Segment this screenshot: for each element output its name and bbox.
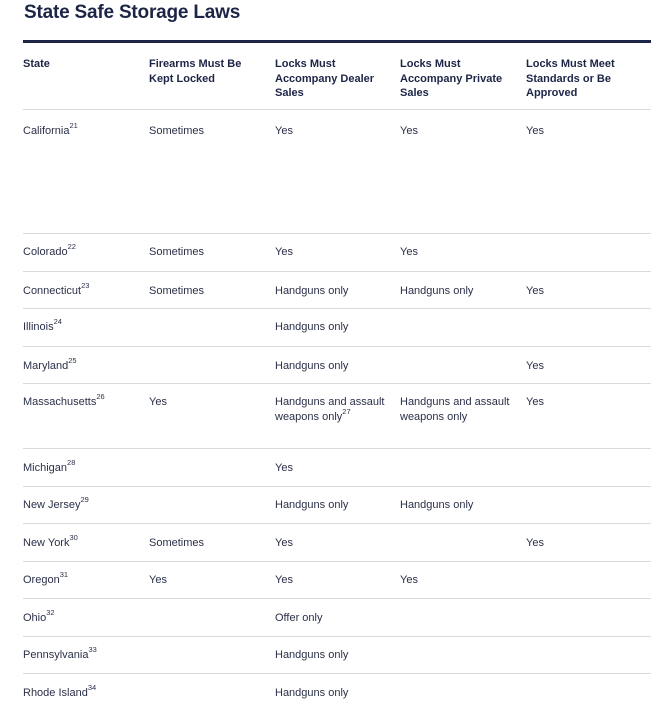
table-cell: [149, 573, 267, 588]
state-cell: [23, 570, 141, 588]
state-name: Ohio: [23, 612, 47, 624]
state-name: Rhode Island: [23, 687, 88, 699]
state-name: Colorado: [23, 246, 68, 258]
cell-value: Yes: [149, 396, 167, 408]
state-cell: [23, 533, 141, 551]
table-cell: [149, 245, 267, 260]
footnote-ref: 34: [87, 683, 97, 693]
cell-value: Yes: [149, 574, 167, 586]
footnote-ref: 28: [67, 458, 76, 468]
cell-value: Handguns and assault weapons only: [275, 396, 385, 423]
table-row: [23, 524, 651, 562]
table-cell: [275, 359, 393, 374]
table-row: [23, 309, 651, 347]
table-row: [23, 637, 651, 674]
state-cell: [23, 242, 141, 260]
cell-value: Yes: [400, 574, 418, 586]
table-cell: [275, 648, 393, 663]
cell-value: Handguns only: [275, 687, 349, 699]
cell-value: Handguns only: [275, 285, 349, 297]
footnote-ref: 30: [69, 533, 78, 543]
table-row: [23, 234, 651, 272]
state-cell: [23, 392, 141, 410]
cell-value: Handguns only: [275, 360, 349, 372]
cell-value: Yes: [400, 125, 418, 137]
table-row: [23, 449, 651, 487]
table-cell: [149, 395, 267, 410]
table-cell: [275, 461, 393, 476]
table-cell: [275, 124, 393, 139]
table-cell: [526, 395, 644, 410]
state-name: Maryland: [23, 360, 69, 372]
cell-value: Sometimes: [149, 537, 205, 549]
cell-value: Handguns only: [275, 499, 349, 511]
footnote-ref: 26: [96, 392, 105, 402]
cell-value: Yes: [526, 537, 544, 549]
table-row: [23, 272, 651, 309]
table-row: [23, 384, 651, 449]
state-cell: [23, 281, 141, 299]
cell-value: Yes: [526, 125, 544, 137]
footnote-ref: 23: [81, 281, 90, 291]
cell-value: Handguns and assault weapons only: [400, 396, 510, 423]
state-name: Michigan: [23, 462, 68, 474]
footnote-ref: 32: [46, 608, 55, 618]
table-cell: [526, 359, 644, 374]
state-cell: [23, 458, 141, 476]
cell-value: Handguns only: [275, 321, 349, 333]
table-body: [23, 110, 651, 711]
state-cell: [23, 121, 141, 139]
table-cell: [275, 498, 393, 513]
table-cell: [400, 498, 518, 513]
table-cell: [275, 611, 393, 626]
state-name: California: [23, 125, 70, 137]
table-cell: [149, 536, 267, 551]
state-name: Oregon: [23, 574, 60, 586]
header-kept-locked: Firearms Must Be Kept Locked: [149, 58, 242, 85]
table-row: [23, 674, 651, 711]
cell-value: Yes: [400, 246, 418, 258]
cell-value: Yes: [275, 246, 293, 258]
table-cell: [526, 124, 644, 139]
table-cell: [275, 686, 393, 701]
footnote-ref: 25: [68, 356, 77, 366]
state-name: Massachusetts: [23, 396, 97, 408]
cell-value: Offer only: [275, 612, 323, 624]
footnote-ref: 27: [342, 406, 351, 416]
cell-value: Handguns only: [275, 649, 349, 661]
cell-value: Yes: [275, 125, 293, 137]
page-title: State Safe Storage Laws: [24, 2, 241, 23]
footnote-ref: 33: [88, 645, 97, 655]
cell-value: Yes: [526, 396, 544, 408]
cell-value: Yes: [275, 462, 293, 474]
cell-value: Yes: [275, 574, 293, 586]
table-cell: [275, 284, 393, 299]
state-cell: [23, 356, 141, 374]
cell-value: Yes: [526, 285, 544, 297]
cell-value: Yes: [526, 360, 544, 372]
cell-value: Sometimes: [149, 125, 205, 137]
footnote-ref: 22: [67, 242, 76, 252]
footnote-ref: 31: [59, 570, 69, 580]
state-name: Illinois: [23, 321, 54, 333]
table-cell: [275, 536, 393, 551]
footnote-ref: 24: [53, 317, 62, 327]
cell-value: Sometimes: [149, 285, 205, 297]
table-row: [23, 562, 651, 599]
state-cell: [23, 683, 141, 701]
table-cell: [526, 284, 644, 299]
state-name: Pennsylvania: [23, 649, 89, 661]
table-row: [23, 487, 651, 524]
table-row: [23, 347, 651, 384]
table-cell: [400, 124, 518, 139]
header-state: State: [23, 58, 50, 70]
state-name: New York: [23, 537, 70, 549]
header-private-sales: Locks Must Accompany Private Sales: [400, 58, 503, 99]
cell-value: Sometimes: [149, 246, 205, 258]
table-cell: [275, 395, 393, 424]
table-cell: [400, 245, 518, 260]
state-name: New Jersey: [23, 499, 81, 511]
cell-value: Handguns only: [400, 499, 474, 511]
table-cell: [400, 284, 518, 299]
footnote-ref: 29: [80, 495, 89, 505]
footnote-ref: 21: [69, 121, 78, 131]
table-cell: [275, 320, 393, 335]
table-cell: [275, 245, 393, 260]
header-dealer-sales: Locks Must Accompany Dealer Sales: [275, 58, 375, 99]
table-cell: [149, 284, 267, 299]
table-cell: [275, 573, 393, 588]
cell-value: Yes: [275, 537, 293, 549]
table-cell: [149, 124, 267, 139]
table-cell: [400, 395, 518, 424]
cell-value: Handguns only: [400, 285, 474, 297]
table-cell: [400, 573, 518, 588]
storage-laws-table: [23, 40, 651, 711]
state-cell: [23, 317, 141, 335]
table-row: [23, 599, 651, 637]
state-cell: [23, 645, 141, 663]
table-row: [23, 110, 651, 234]
table-header-row: [23, 43, 651, 110]
table-cell: [526, 536, 644, 551]
header-standards: Locks Must Meet Standards or Be Approved: [526, 58, 615, 99]
state-name: Connecticut: [23, 285, 82, 297]
state-cell: [23, 608, 141, 626]
state-cell: [23, 495, 141, 513]
